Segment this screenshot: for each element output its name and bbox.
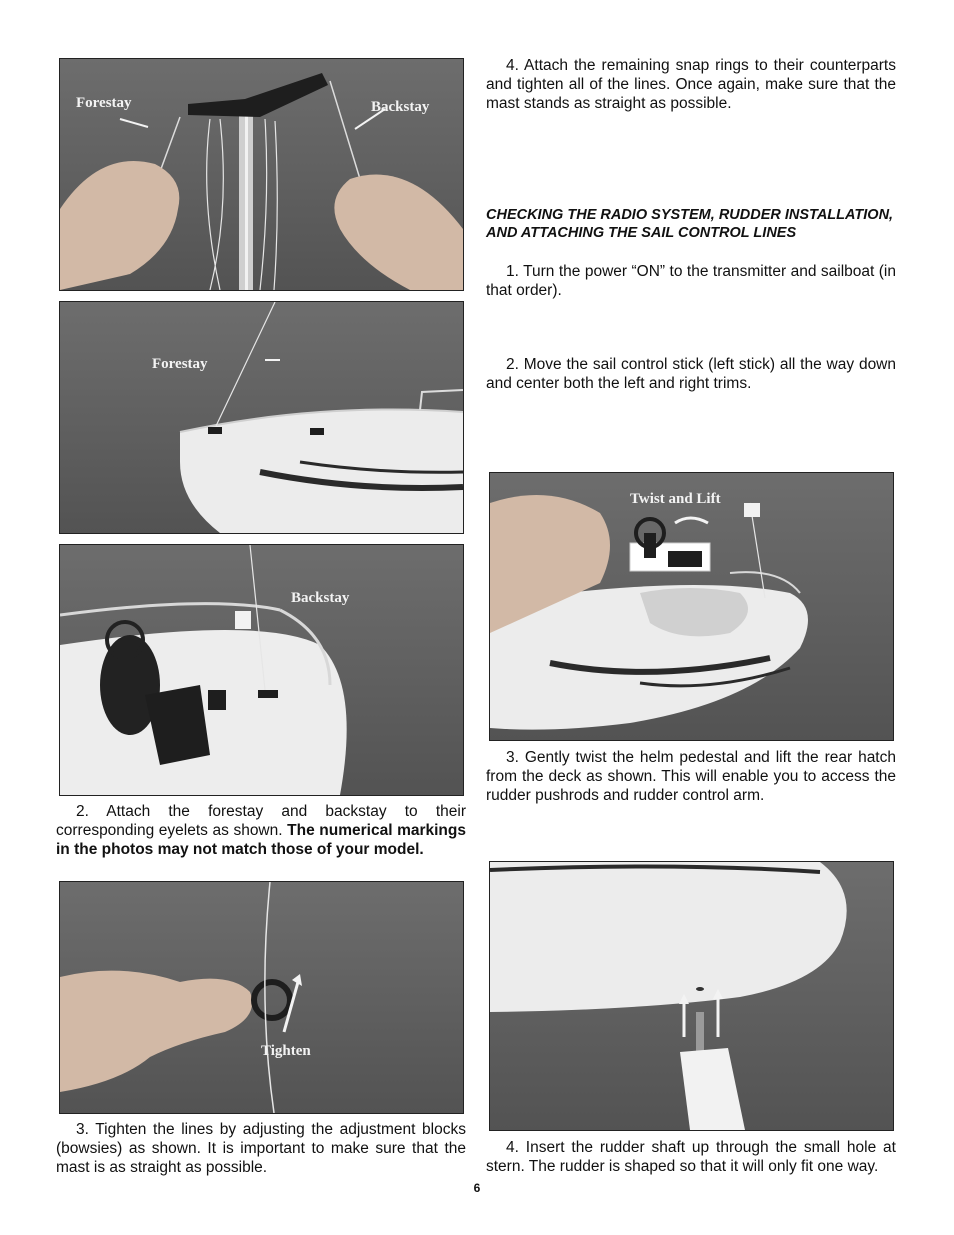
- photo-mast-stays-image: [60, 59, 463, 290]
- left-step-2-body: 2. Attach the forestay and backstay to their corresponding eyelets as shown.: [56, 803, 466, 839]
- photo-bow-forestay: [59, 301, 464, 534]
- right-step-1-body: 1. Turn the power “ON” to the transmitter and sailboat (in that order).: [486, 263, 896, 299]
- photo-label-twist-and-lift: Twist and Lift: [630, 491, 721, 507]
- section-heading: CHECKING THE RADIO SYSTEM, RUDDER INSTALLATION, AND ATTACHING THE SAIL CONTROL LINES: [486, 207, 894, 241]
- right-step-4-text: [486, 1138, 896, 1176]
- left-step-2-warning: The numerical markings in the photos may not match those of your model.: [56, 822, 466, 858]
- photo-mast-stays: [59, 58, 464, 291]
- photo-bow-forestay-image: [60, 302, 463, 533]
- right-step-4-rigging-body: 4. Attach the remaining snap rings to their counterparts and tighten all of the lines. Once again, make sure that the mast stands as straight as possible.: [486, 57, 896, 112]
- right-step-2-text: [486, 355, 896, 393]
- photo-label-backstay: Backstay: [371, 99, 430, 115]
- photo-rudder-insert: [489, 861, 894, 1131]
- photo-tighten: [59, 881, 464, 1114]
- photo-label-backstay: Backstay: [291, 590, 350, 606]
- photo-twist-lift: [489, 472, 894, 741]
- right-step-3-text: [486, 748, 896, 805]
- photo-twist-lift-image: [490, 473, 893, 740]
- photo-tighten-image: [60, 882, 463, 1113]
- page-number: 6: [473, 1181, 481, 1195]
- left-step-3-body: 3. Tighten the lines by adjusting the adjustment blocks (bowsies) as shown. It is important to make sure that the mast is as straight as possible.: [56, 1121, 466, 1176]
- photo-label-forestay: Forestay: [152, 356, 208, 372]
- right-step-2-body: 2. Move the sail control stick (left stick) all the way down and center both the left and right trims.: [486, 356, 896, 392]
- right-step-4-body: 4. Insert the rudder shaft up through the small hole at stern. The rudder is shaped so that it will only fit one way.: [486, 1139, 896, 1175]
- left-step-3-text: [56, 1120, 466, 1177]
- photo-stern-backstay: [59, 544, 464, 796]
- photo-rudder-insert-image: [490, 862, 893, 1130]
- right-step-3-body: 3. Gently twist the helm pedestal and lift the rear hatch from the deck as shown. This will enable you to access the rudder pushrods and rudder control arm.: [486, 749, 896, 804]
- photo-stern-backstay-image: [60, 545, 463, 795]
- left-step-2-text: [56, 802, 466, 859]
- right-step-4-rigging-text: [486, 56, 896, 113]
- right-step-1-text: [486, 262, 896, 300]
- photo-label-forestay: Forestay: [76, 95, 132, 111]
- photo-label-tighten: Tighten: [261, 1043, 311, 1059]
